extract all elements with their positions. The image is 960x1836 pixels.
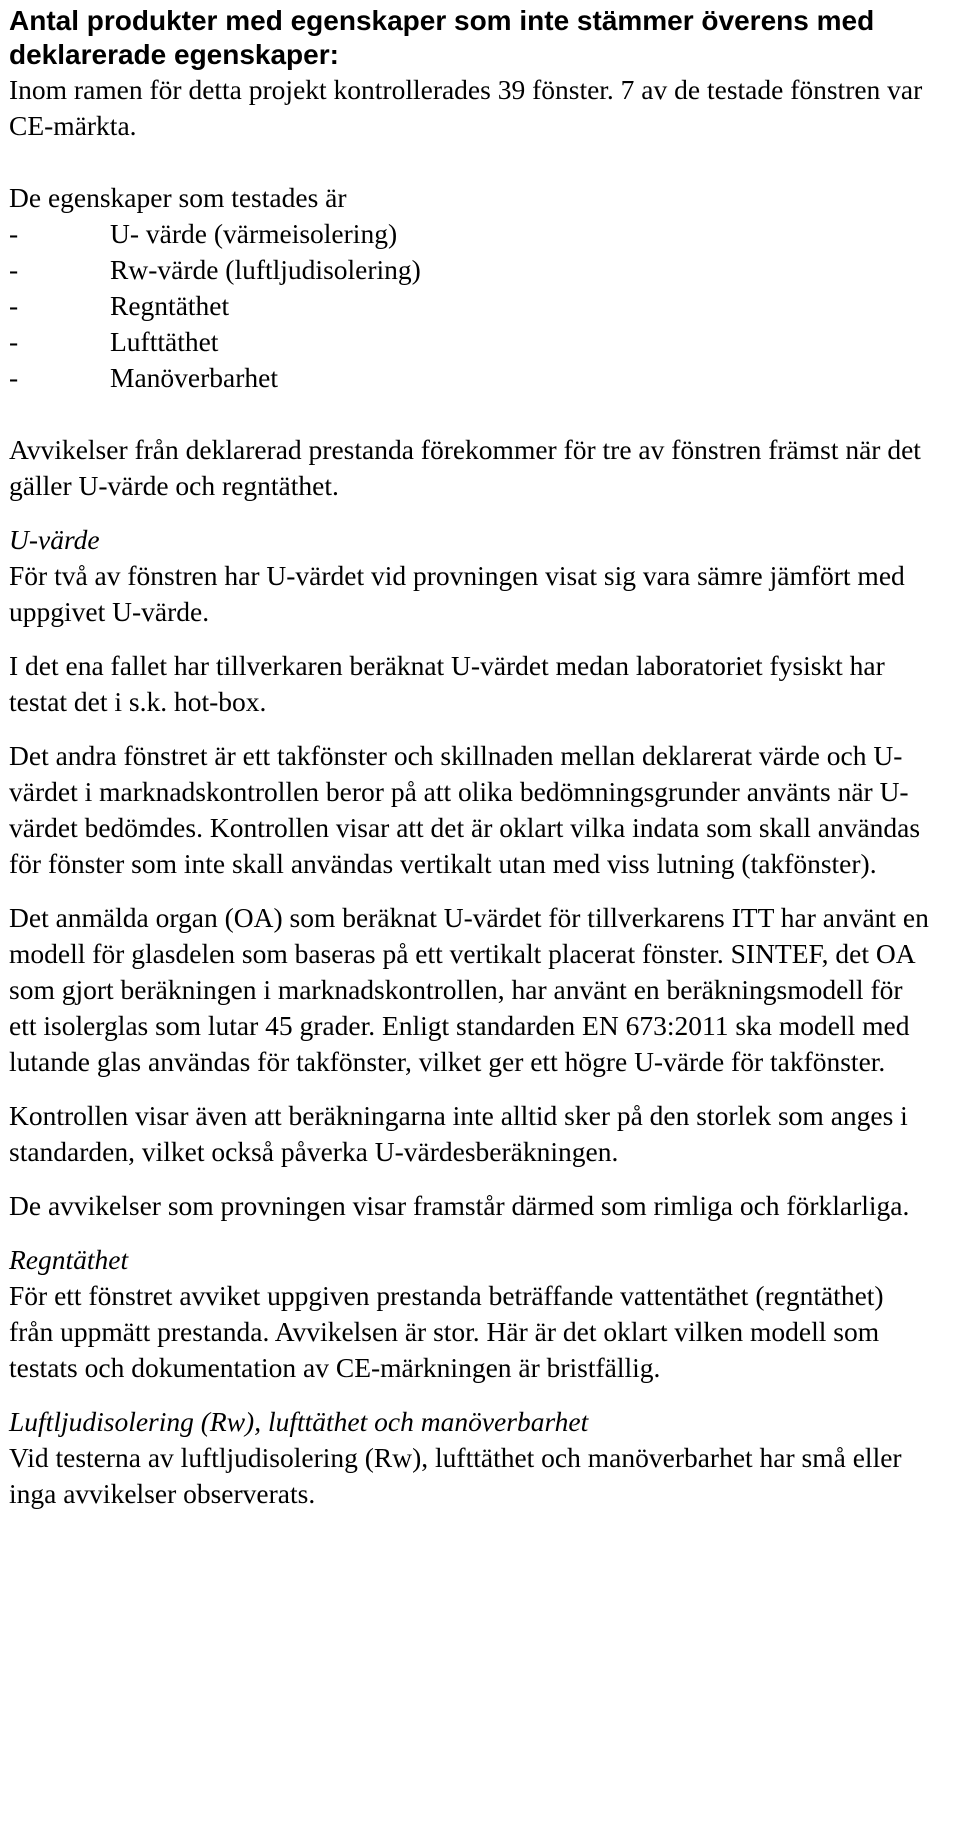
list-dash: - xyxy=(9,290,19,321)
list-item-text: Rw-värde (luftljudisolering) xyxy=(110,254,421,285)
properties-list xyxy=(9,216,930,396)
list-dash: - xyxy=(9,218,19,249)
list-dash: - xyxy=(9,362,19,393)
uvalue-paragraph: Det anmälda organ (OA) som beräknat U-värdet för tillverkarens ITT har använt en modell för glasdelen som baseras på ett vertikalt placerat fönster. SINTEF, det OA som gjort beräkningen i marknadskontrollen, har använt en beräkningsmodell för ett isolerglas som lutar 45 grader. Enligt standarden EN 673:2011 ska modell med lutande glas användas för takfönster, vilket ger ett högre U-värde för takfönster. xyxy=(9,902,929,1077)
list-item-text: Manöverbarhet xyxy=(110,362,278,393)
list-item xyxy=(9,252,930,288)
list-item xyxy=(9,288,930,324)
other-section xyxy=(9,1404,930,1512)
list-item xyxy=(9,324,930,360)
other-heading: Luftljudisolering (Rw), lufttäthet och manöverbarhet xyxy=(9,1406,589,1437)
uvalue-paragraph: I det ena fallet har tillverkaren beräknat U-värdet medan laboratoriet fysiskt har testat det i s.k. hot-box. xyxy=(9,650,885,717)
properties-intro: De egenskaper som testades är xyxy=(9,182,347,213)
uvalue-paragraph: Det andra fönstret är ett takfönster och skillnaden mellan deklarerat värde och U-värdet i marknadskontrollen beror på att olika bedömningsgrunder använts när U-värdet bedömdes. Kontrollen visar att det är oklart vilka indata som skall användas för fönster som inte skall användas vertikalt utan med viss lutning (takfönster). xyxy=(9,740,921,879)
list-dash: - xyxy=(9,326,19,357)
rain-heading: Regntäthet xyxy=(9,1244,129,1275)
rain-section xyxy=(9,1242,930,1386)
list-item-text: Regntäthet xyxy=(110,290,230,321)
list-dash: - xyxy=(9,254,19,285)
deviation-summary: Avvikelser från deklarerad prestanda förekommer för tre av fönstren främst när det gäller U-värde och regntäthet. xyxy=(9,434,921,501)
uvalue-paragraph: De avvikelser som provningen visar framstår därmed som rimliga och förklarliga. xyxy=(9,1190,910,1221)
list-item xyxy=(9,216,930,252)
list-item-text: Lufttäthet xyxy=(110,326,219,357)
list-item-text: U- värde (värmeisolering) xyxy=(110,218,398,249)
uvalue-paragraph: Kontrollen visar även att beräkningarna inte alltid sker på den storlek som anges i standarden, vilket också påverka U-värdesberäkningen. xyxy=(9,1100,908,1167)
uvalue-paragraph: För två av fönstren har U-värdet vid provningen visat sig vara sämre jämfört med uppgivet U-värde. xyxy=(9,560,905,627)
intro-paragraph: Inom ramen för detta projekt kontrollerades 39 fönster. 7 av de testade fönstren var CE-märkta. xyxy=(9,74,923,141)
document-heading: Antal produkter med egenskaper som inte stämmer överens med deklarerade egenskaper: xyxy=(9,5,875,70)
rain-paragraph: För ett fönstret avviket uppgiven prestanda beträffande vattentäthet (regntäthet) från uppmätt prestanda. Avvikelsen är stor. Här är det oklart vilken modell som testats och dokumentation av CE-märkningen är bristfällig. xyxy=(9,1280,884,1383)
other-paragraph: Vid testerna av luftljudisolering (Rw), lufttäthet och manöverbarhet har små eller inga avvikelser observerats. xyxy=(9,1442,902,1509)
list-item xyxy=(9,360,930,396)
uvalue-section xyxy=(9,522,930,1224)
uvalue-heading: U-värde xyxy=(9,524,100,555)
